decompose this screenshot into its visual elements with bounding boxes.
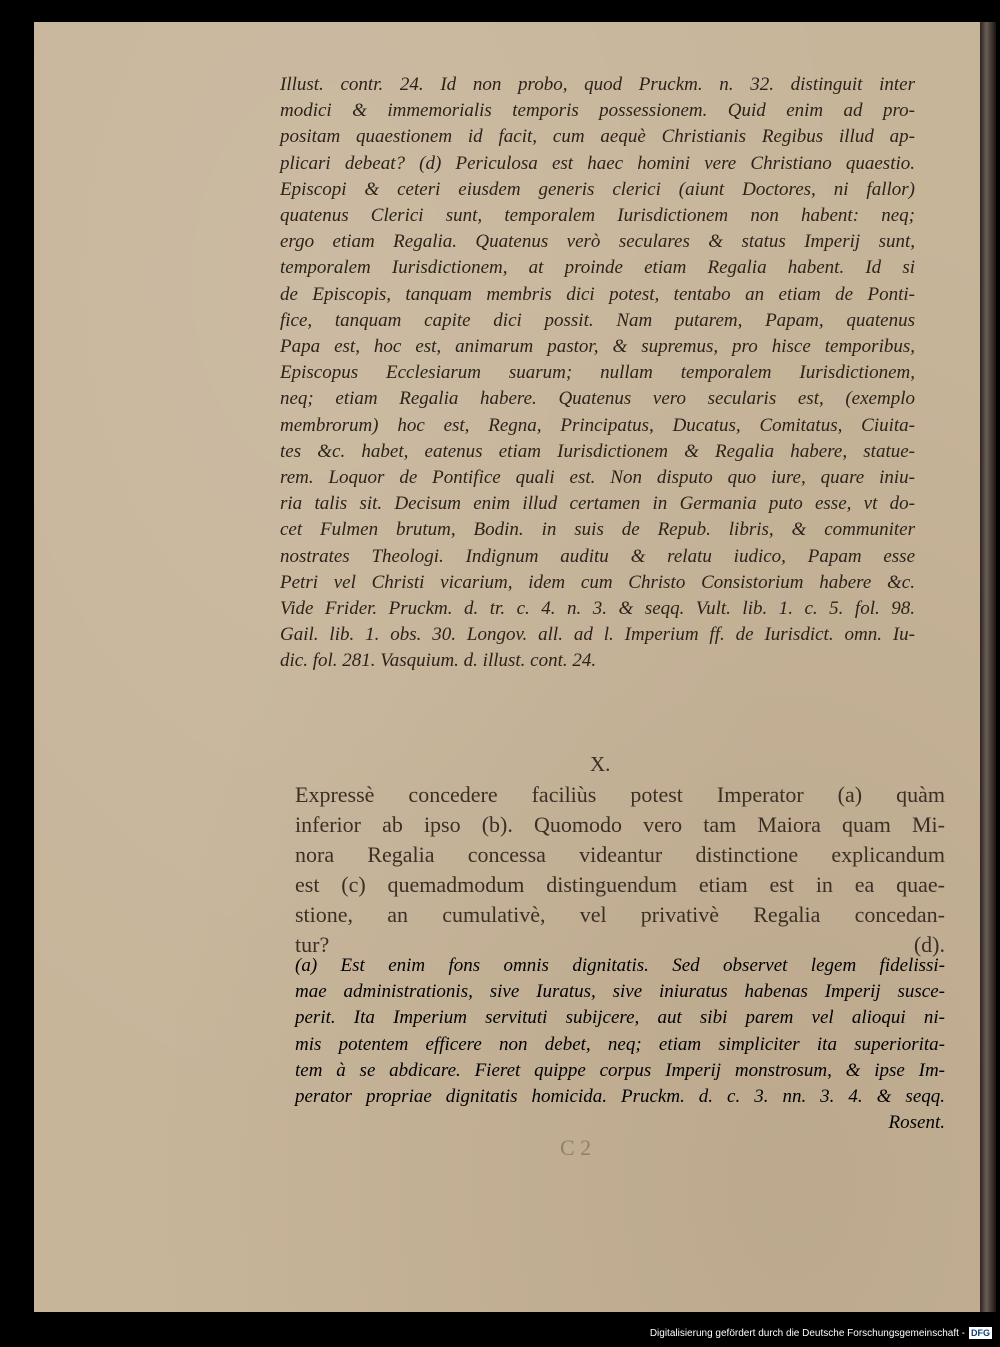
text-line: est (c) quemadmodum distinguendum etiam est in ea quae- xyxy=(295,872,945,897)
dfg-logo-icon: DFG xyxy=(971,1328,990,1338)
main-paragraph xyxy=(295,780,945,960)
text-line: ergo etiam Regalia. Quatenus verò seculares & status Imperij sunt, xyxy=(280,231,915,253)
text-line: dic. fol. 281. Vasquium. d. illust. cont. 24. xyxy=(280,650,597,672)
text-line: Petri vel Christi vicarium, idem cum Christo Consistorium habere &c. xyxy=(280,571,915,593)
text-line: Episcopi & ceteri eiusdem generis clerici (aiunt Doctores, ni fallor) xyxy=(280,178,915,200)
text-line: nora Regalia concessa videantur distinctione explicandum xyxy=(295,842,945,867)
text-line: rem. Loquor de Pontifice quali est. Non disputo quo iure, quare iniu- xyxy=(280,467,915,489)
text-line: ria talis sit. Decisum enim illud certamen in Germania puto esse, vt do- xyxy=(280,493,915,515)
text-line: Episcopus Ecclesiarum suarum; nullam temporalem Iurisdictionem, xyxy=(280,362,915,384)
text-line: nostrates Theologi. Indignum auditu & relatu iudico, Papam esse xyxy=(280,545,915,567)
text-line: modici & immemorialis temporis possessionem. Quid enim ad pro- xyxy=(280,100,915,122)
text-line: stione, an cumulativè, vel privativè Regalia concedan- xyxy=(295,902,945,927)
text-line: quatenus Clerici sunt, temporalem Iurisdictionem non habent: neq; xyxy=(280,205,915,227)
text-line: positam quaestionem id facit, cum aequè Christianis Regibus illud ap- xyxy=(280,126,915,148)
footnote-block-1 xyxy=(280,72,915,675)
footnote-block-2 xyxy=(295,953,945,1136)
text-line: (a) Est enim fons omnis dignitatis. Sed observet legem fidelissi- xyxy=(295,955,945,976)
text-line: plicari debeat? (d) Periculosa est haec homini vere Christiano quaestio. xyxy=(280,152,915,174)
text-line: membrorum) hoc est, Regna, Principatus, Ducatus, Comitatus, Ciuita- xyxy=(280,414,915,436)
text-line: Expressè concedere faciliùs potest Imperator (a) quàm xyxy=(295,782,945,807)
text-line: Papa est, hoc est, animarum pastor, & supremus, pro hisce temporibus, xyxy=(280,336,915,358)
text-line: temporalem Iurisdictionem, at proinde etiam Regalia habent. Id si xyxy=(280,257,915,279)
catchword: Rosent. xyxy=(888,1112,945,1134)
text-line: perator propriae dignitatis homicida. Pruckm. d. c. 3. nn. 3. 4. & seqq. xyxy=(295,1086,945,1108)
footer-text: Digitalisierung gefördert durch die Deutsche Forschungsgemeinschaft - xyxy=(649,1327,965,1339)
text-line: Gail. lib. 1. obs. 30. Longov. all. ad l. Imperium ff. de Iurisdict. omn. Iu- xyxy=(280,624,915,646)
footer-credit xyxy=(650,1327,992,1339)
text-line: de Episcopis, tanquam membris dici potest, tentabo an etiam de Ponti- xyxy=(280,283,915,305)
text-line: fice, tanquam capite dici possit. Nam putarem, Papam, quatenus xyxy=(280,309,915,331)
text-line: tur? (d). xyxy=(295,932,945,957)
text-line: Vide Frider. Pruckm. d. tr. c. 4. n. 3. & seqq. Vult. lib. 1. c. 5. fol. 98. xyxy=(280,598,915,620)
text-line: neq; etiam Regalia habere. Quatenus vero secularis est, (exemplo xyxy=(280,388,915,410)
show-through-signature: C 2 xyxy=(560,1135,592,1160)
text-line: perit. Ita Imperium servituti subijcere, aut sibi parem vel alioqui ni- xyxy=(295,1007,945,1029)
text-line: Illust. contr. 24. Id non probo, quod Pruckm. n. 32. distinguit inter xyxy=(280,74,915,95)
text-line: inferior ab ipso (b). Quomodo vero tam Maiora quam Mi- xyxy=(295,812,945,837)
text-line: cet Fulmen brutum, Bodin. in suis de Repub. libris, & communiter xyxy=(280,519,915,541)
section-heading: X. xyxy=(590,752,611,776)
text-line: tes &c. habet, eatenus etiam Iurisdictionem & Regalia habere, statue- xyxy=(280,440,915,462)
book-spine-edge xyxy=(980,22,996,1312)
text-line: mae administrationis, sive Iuratus, sive iniuratus habenas Imperij susce- xyxy=(295,981,945,1003)
text-line: tem à se abdicare. Fieret quippe corpus Imperij monstrosum, & ipse Im- xyxy=(295,1059,945,1081)
text-line: mis potentem efficere non debet, neq; etiam simpliciter ita superiorita- xyxy=(295,1033,945,1055)
